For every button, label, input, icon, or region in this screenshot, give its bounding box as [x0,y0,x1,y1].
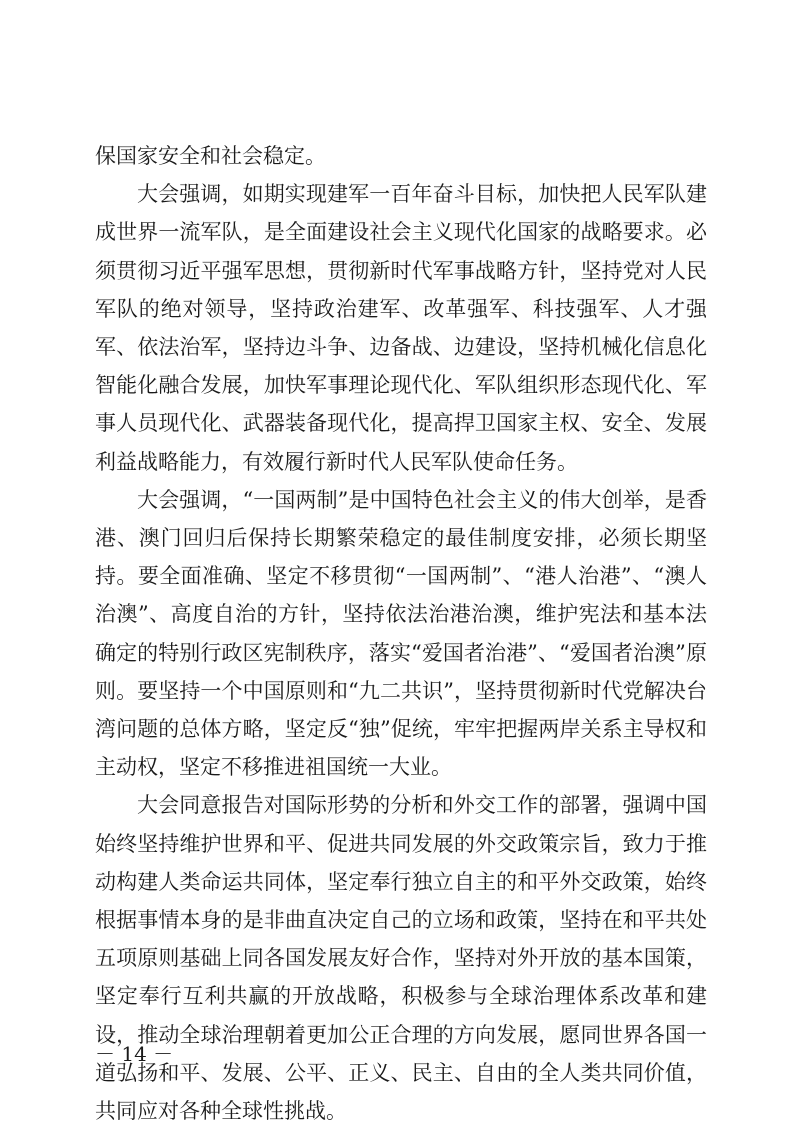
paragraph-military: 大会强调，如期实现建军一百年奋斗目标，加快把人民军队建成世界一流军队，是全面建设社会主义现代化国家的战略要求。必须贯彻习近平强军思想，贯彻新时代军事战略方针，坚持党对人民军队的绝对领导，坚持政治建军、改革强军、科技强军、人才强军、依法治军，坚持边斗争、边备战、边建设，坚持机械化信息化智能化融合发展，加快军事理论现代化、军队组织形态现代化、军事人员现代化、武器装备现代化，提高捍卫国家主权、安全、发展利益战略能力，有效履行新时代人民军队使命任务。 [95,182,707,474]
body-text [95,137,707,1130]
paragraph-foreign-affairs: 大会同意报告对国际形势的分析和外交工作的部署，强调中国始终坚持维护世界和平、促进共同发展的外交政策宗旨，致力于推动构建人类命运共同体，坚定奉行独立自主的和平外交政策，始终根据事情本身的是非曲直决定自己的立场和政策，坚持在和平共处五项原则基础上同各国发展友好合作，坚持对外开放的基本国策，坚定奉行互利共赢的开放战略，积极参与全球治理体系改革和建设，推动全球治理朝着更加公正合理的方向发展，愿同世界各国一道弘扬和平、发展、公平、正义、民主、自由的全人类共同价值，共同应对各种全球性挑战。 [95,793,707,1124]
page-number: － 14 － [95,1042,174,1066]
paragraph-continuation: 保国家安全和社会稳定。 [95,144,326,168]
paragraph-one-country-two-systems: 大会强调，“一国两制”是中国特色社会主义的伟大创举，是香港、澳门回归后保持长期繁荣稳定的最佳制度安排，必须长期坚持。要全面准确、坚定不移贯彻“一国两制”、“港人治港”、“澳人治澳”、高度自治的方针，坚持依法治港治澳，维护宪法和基本法确定的特别行政区宪制秩序，落实“爱国者治港”、“爱国者治澳”原则。要坚持一个中国原则和“九二共识”，坚持贯彻新时代党解决台湾问题的总体方略，坚定反“独”促统，牢牢把握两岸关系主导权和主动权，坚定不移推进祖国统一大业。 [95,487,707,780]
